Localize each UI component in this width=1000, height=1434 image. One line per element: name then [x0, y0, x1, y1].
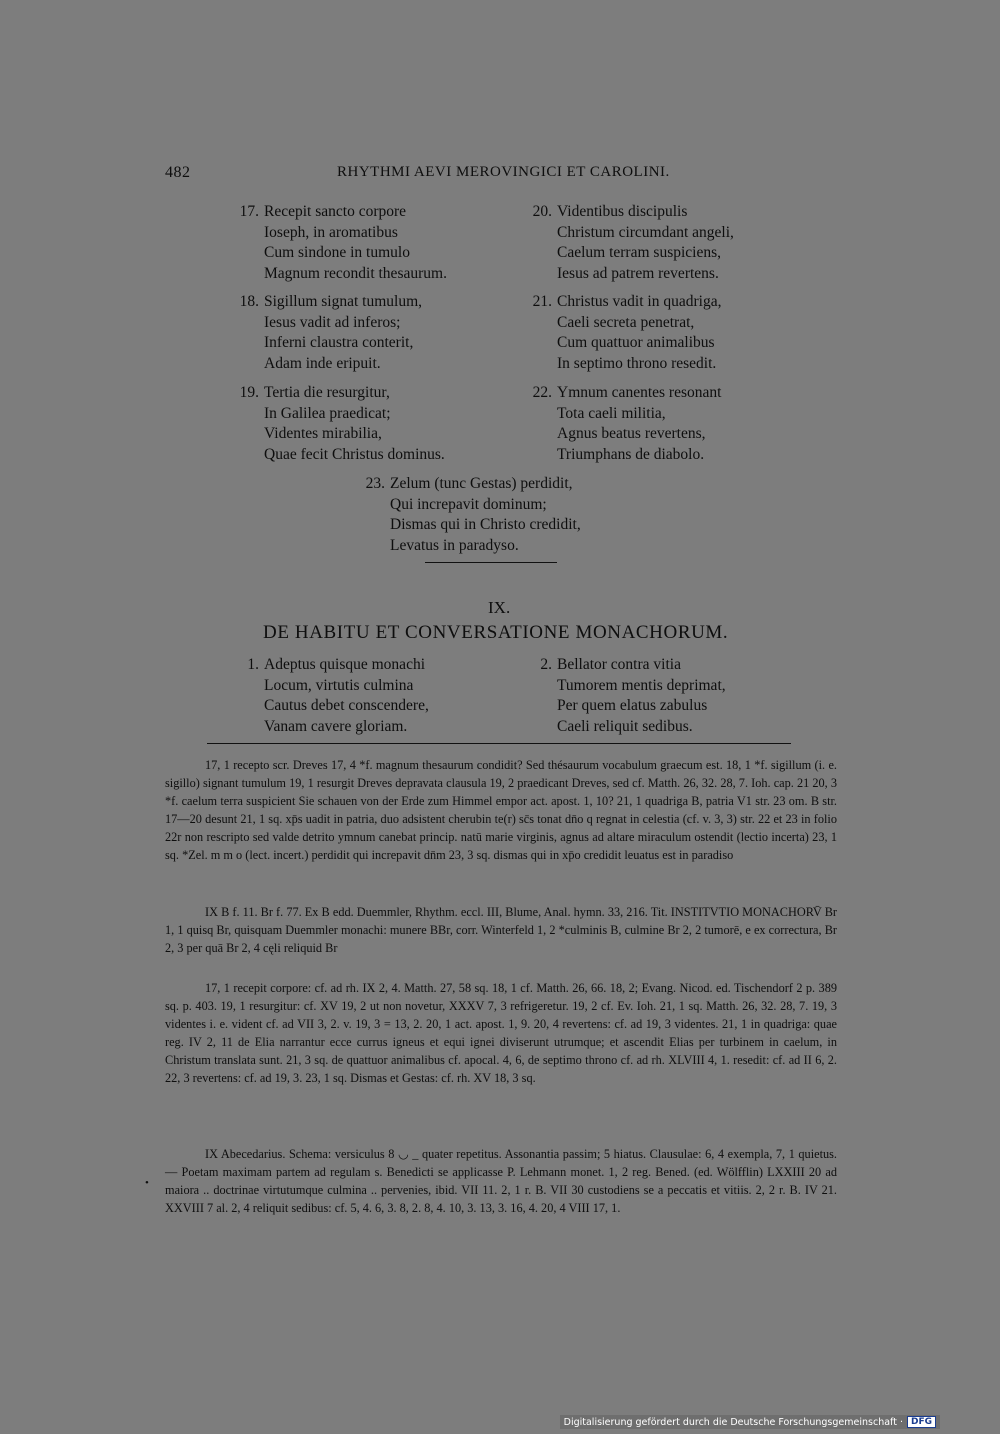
verse-line: Tertia die resurgitur, [264, 384, 390, 401]
verse-line: Sigillum signat tumulum, [264, 293, 423, 310]
apparatus-critical-1 [165, 756, 837, 865]
apparatus-sources [165, 979, 837, 1088]
verse-line: Caelum terram suspiciens, [557, 244, 721, 262]
stanza-number: 17. [239, 203, 259, 220]
apparatus-critical-2 [165, 903, 837, 957]
verse-line: Quae fecit Christus dominus. [264, 446, 445, 464]
verse-line: Christum circumdant angeli, [557, 223, 734, 241]
verse-line: Iesus vadit ad inferos; [264, 313, 401, 331]
verse-line: Bellator contra vitia [557, 656, 681, 673]
footer-text: Digitalisierung gefördert durch die Deutsche Forschungsgemeinschaft · [563, 1416, 903, 1428]
verse-line: Cum sindone in tumulo [264, 244, 410, 262]
verse-line: Christus vadit in quadriga, [557, 293, 722, 310]
digitization-footer [560, 1415, 940, 1429]
stanza-number: 19. [239, 384, 259, 401]
verse-line: Adam inde eripuit. [264, 355, 381, 373]
verse-line: Adeptus quisque monachi [264, 656, 426, 673]
verse-line: Triumphans de diabolo. [557, 446, 705, 464]
stanza-number: 2. [540, 656, 552, 673]
section-title: DE HABITU ET CONVERSATIONE MONACHORUM. [263, 622, 729, 643]
verse-line: Recepit sancto corpore [264, 203, 407, 220]
apparatus-paragraph: IX Abecedarius. Schema: versiculus 8 ◡ _ quater repetitus. Assonantia passim; 5 hiatus. Clausulae: 6, 4 exempla, 7, 1 quietus. — Poetam maximam partem ad regulam s. Benedicti se applicasse P. Lehmann monet. 1, 2 reg. Bened. (ed. Wölfflin) LXXIII 20 ad maiora .. doctrinae virtutumque culmina .. pervenies, ibid. VII 11. 2, 1 r. B. VII 30 custodiens se a peccatis et vitiis. 2, 2 r. B. IV 21. XXVIII 7 al. 2, 4 reliquit sedibus: cf. 5, 4. 6, 3. 8, 2. 8, 4. 10, 3. 13, 3. 16, 4. 20, 4 VIII 17, 1. [165, 1147, 837, 1216]
verse-line: Cum quattuor animalibus [557, 334, 715, 352]
verse-line: Ymnum canentes resonant [557, 384, 722, 401]
footnote-rule [207, 743, 791, 744]
verse-line: Tumorem mentis deprimat, [557, 676, 726, 694]
section-divider [425, 562, 557, 563]
stanza-number: 22. [532, 384, 552, 401]
verse-line: Videntibus discipulis [557, 203, 688, 220]
verse-line: Caeli secreta penetrat, [557, 313, 695, 331]
running-title: RHYTHMI AEVI MEROVINGICI ET CAROLINI. [337, 164, 670, 180]
page-number: 482 [165, 164, 191, 181]
section-number: IX. [488, 598, 511, 617]
verse-line: Videntes mirabilia, [264, 425, 382, 443]
verse-line: Levatus in paradyso. [390, 537, 519, 555]
verse-line: Cautus debet conscendere, [264, 697, 429, 715]
verse-line: Tota caeli militia, [557, 404, 666, 422]
verse-line: Iesus ad patrem revertens. [557, 265, 719, 283]
verse-line: Agnus beatus revertens, [557, 425, 706, 443]
dfg-logo-icon: DFG [907, 1416, 936, 1428]
verse-line: Zelum (tunc Gestas) perdidit, [390, 475, 573, 492]
verse-line: Vanam cavere gloriam. [264, 718, 408, 736]
margin-mark: • [145, 1177, 149, 1189]
stanza-number: 18. [239, 293, 259, 310]
verse-line: In Galilea praedicat; [264, 404, 391, 422]
verse-line: Locum, virtutis culmina [264, 676, 414, 694]
verse-line: Magnum recondit thesaurum. [264, 265, 447, 283]
verse-line: Dismas qui in Christo credidit, [390, 516, 581, 534]
stanza-number: 20. [532, 203, 552, 220]
apparatus-paragraph: 17, 1 recepto scr. Dreves 17, 4 *f. magnum thesaurum condidit? Sed thésaurum vocabulum graecum est. 18, 1 *f. sigillum (i. e. sigillo) signant tumulum 19, 1 resurgit Dreves depravata clausula 19, 2 praedicant Dreves, sed cf. Matth. 26, 32. 28, 7. Ioh. cap. 21 20, 3 *f. caelum terra suspicient Sie schauen von der Erde zum Himmel empor act. apost. 1, 10? 21, 1 quadriga B, patria V1 str. 23 om. B str. 17—20 desunt 21, 1 sq. xp̄s uadit in patria, duo adsistent cherubin te(r) sc̄s tonat dn̄o q regnat in celestia (cf. v. 3, 3) str. 22 et 23 in folio 22r non rescripto sed valde detrito ymnum canebat princip. natū marie virginis, agnus ad altare miraculum ostendit (lectio incerta) 23, 1 sq. *Zel. m m o (lect. incert.) perdidit qui increpavit dn̄m 23, 3 sq. dismas qui in xp̄o credidit leuatus est in paradiso [165, 758, 837, 863]
stanza-number: 1. [247, 656, 259, 673]
apparatus-metrics [165, 1145, 837, 1217]
verse-line: Qui increpavit dominum; [390, 495, 547, 513]
verse-line: Caeli reliquit sedibus. [557, 718, 693, 736]
verse-line: Inferni claustra conterit, [264, 334, 414, 352]
verse-line: Per quem elatus zabulus [557, 697, 708, 715]
apparatus-paragraph: 17, 1 recepit corpore: cf. ad rh. IX 2, 4. Matth. 27, 58 sq. 18, 1 cf. Matth. 26, 66. 18, 2; Evang. Nicod. ed. Tischendorf 2 p. 389 sq. p. 403. 19, 1 resurgitur: cf. XV 19, 2 ut non novetur, XXXV 7, 3 refrigeretur. 19, 2 cf. Ev. Ioh. 21, 1 sq. Matth. 26, 32. 28, 7. 19, 3 videntes i. e. vident cf. ad VII 3, 2. v. 19, 3 = 13, 2. 20, 1 act. apost. 1, 9. 20, 4 revertens: cf. ad 19, 3 videntes. 21, 1 in quadriga: quae reg. IV 2, 11 de Elia narrantur ecce currus igneus et equi ignei diviserunt utrumque; et ascendit Elias per turbinem in caelum, in Christum translata sunt. 21, 3 sq. de quattuor animalibus cf. apocal. 4, 6, de septimo throno cf. ad rh. XLVIII 4, 1. resedit: cf. ad II 6, 2. 22, 3 revertens: cf. ad 19, 3. 23, 1 sq. Dismas et Gestas: cf. rh. XV 18, 3 sq. [165, 981, 837, 1086]
stanza-number: 23. [365, 475, 385, 492]
stanza-number: 21. [532, 293, 552, 310]
verse-line: Ioseph, in aromatibus [264, 223, 398, 241]
apparatus-paragraph: IX B f. 11. Br f. 77. Ex B edd. Duemmler, Rhythm. eccl. III, Blume, Anal. hymn. 33, 216. Tit. INSTITVTIO MONACHORV̄ Br 1, 1 quisq Br, quisquam Duemmler monachi: munere BBr, corr. Winterfeld 1, 2 *culminis B, culmine Br 2, 2 tumorē, e ex correctura, Br 2, 3 per quā Br 2, 4 cęli reliquid Br [165, 905, 837, 956]
verse-line: In septimo throno resedit. [557, 355, 717, 373]
